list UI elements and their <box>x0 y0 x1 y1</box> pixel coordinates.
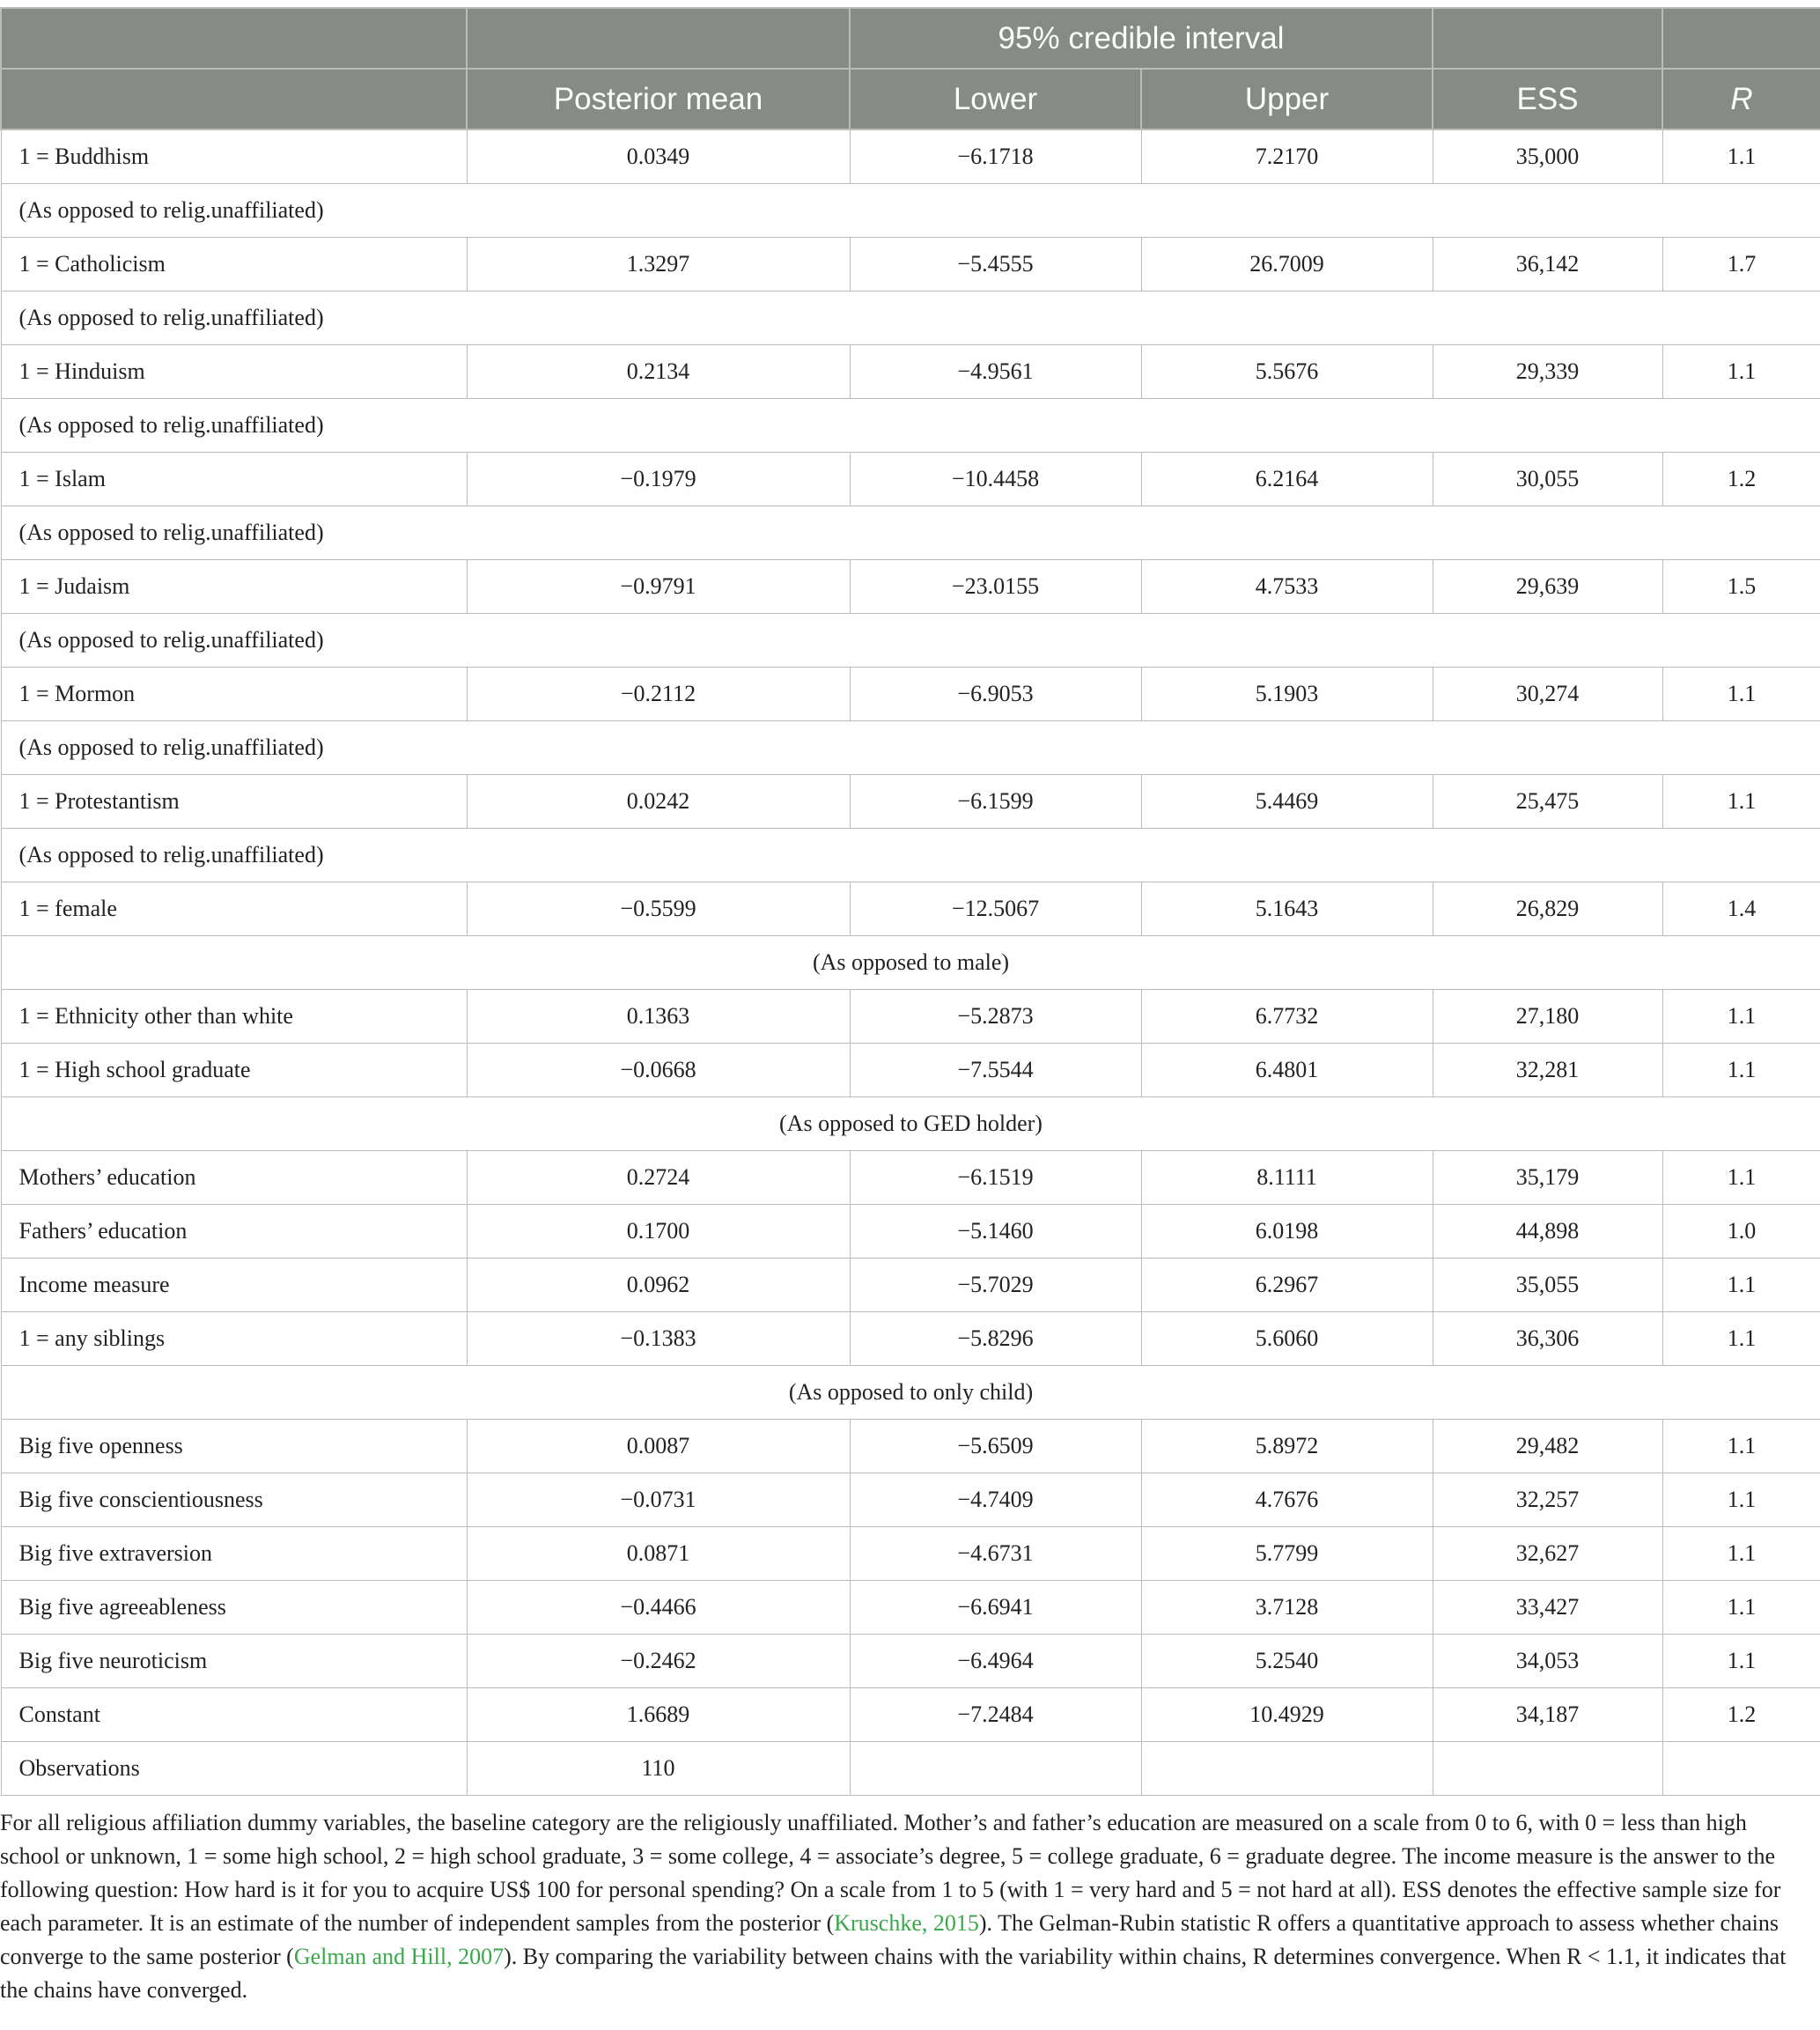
cell-posterior-mean: −0.4466 <box>467 1581 850 1635</box>
header-blank <box>467 8 850 69</box>
footnote-text-2: ). The Gelman-Rubin statistic R offers a quantitative approach to assess whether chains converge to the same posterior ( <box>0 1910 1779 1969</box>
table-note-row <box>1 936 1820 990</box>
cell-variable: 1 = Hinduism <box>1 345 467 399</box>
cell-upper: 3.7128 <box>1141 1581 1433 1635</box>
cell-posterior-mean: −0.5599 <box>467 882 850 936</box>
table-body <box>1 129 1820 1796</box>
cell-upper: 5.4469 <box>1141 775 1433 829</box>
cell-r: 1.7 <box>1662 238 1820 292</box>
cell-ess: 29,482 <box>1433 1420 1662 1473</box>
header-blank <box>1 8 467 69</box>
table-row <box>1 560 1820 614</box>
cell-variable: Big five extraversion <box>1 1527 467 1581</box>
cell-variable: Fathers’ education <box>1 1205 467 1259</box>
header-posterior-mean: Posterior mean <box>467 69 850 129</box>
cell-lower: −6.1599 <box>850 775 1141 829</box>
empty-cell <box>1433 399 1662 453</box>
cell-upper: 7.2170 <box>1141 129 1433 184</box>
cell-variable: 1 = Mormon <box>1 668 467 721</box>
cell-posterior-mean: −0.1979 <box>467 453 850 506</box>
empty-cell <box>1433 614 1662 668</box>
row-note: (As opposed to relig.unaffiliated) <box>1 399 467 453</box>
table-row <box>1 1527 1820 1581</box>
cell-posterior-mean: 0.2724 <box>467 1151 850 1205</box>
cell-ess: 32,281 <box>1433 1044 1662 1097</box>
header-lower: Lower <box>850 69 1141 129</box>
cell-posterior-mean: 110 <box>467 1742 850 1796</box>
empty-cell <box>1662 184 1820 238</box>
row-note: (As opposed to relig.unaffiliated) <box>1 829 467 882</box>
header-row-group <box>1 8 1820 69</box>
empty-cell <box>1141 829 1433 882</box>
cell-upper: 5.1903 <box>1141 668 1433 721</box>
cell-posterior-mean: −0.2462 <box>467 1635 850 1688</box>
row-note: (As opposed to GED holder) <box>1 1097 1820 1151</box>
cell-posterior-mean: 0.0962 <box>467 1259 850 1312</box>
cell-r: 1.1 <box>1662 129 1820 184</box>
row-note: (As opposed to male) <box>1 936 1820 990</box>
footnote-text-3: ). By comparing the variability between chains with the variability within chains, R determines convergence. When R < 1.1, it indicates that the chains have converged. <box>0 1944 1787 2003</box>
empty-cell <box>1662 506 1820 560</box>
cell-ess: 34,053 <box>1433 1635 1662 1688</box>
cell-variable: 1 = Buddhism <box>1 129 467 184</box>
cell-variable: Big five neuroticism <box>1 1635 467 1688</box>
cell-lower: −5.4555 <box>850 238 1141 292</box>
cell-ess: 30,055 <box>1433 453 1662 506</box>
cell-variable: 1 = Ethnicity other than white <box>1 990 467 1044</box>
cell-ess: 35,000 <box>1433 129 1662 184</box>
empty-cell <box>467 614 850 668</box>
cell-ess: 26,829 <box>1433 882 1662 936</box>
cell-lower: −5.2873 <box>850 990 1141 1044</box>
empty-cell <box>1141 721 1433 775</box>
cell-posterior-mean: −0.2112 <box>467 668 850 721</box>
cell-variable: 1 = Islam <box>1 453 467 506</box>
cell-r: 1.1 <box>1662 990 1820 1044</box>
table-row <box>1 345 1820 399</box>
cell-posterior-mean: −0.0731 <box>467 1473 850 1527</box>
cell-upper: 6.4801 <box>1141 1044 1433 1097</box>
cell-posterior-mean: 1.3297 <box>467 238 850 292</box>
table-row <box>1 1688 1820 1742</box>
cell-ess: 35,179 <box>1433 1151 1662 1205</box>
cell-variable: 1 = Judaism <box>1 560 467 614</box>
cell-r: 1.1 <box>1662 1259 1820 1312</box>
table-note-row <box>1 1097 1820 1151</box>
table-note-row <box>1 184 1820 238</box>
table-row <box>1 1151 1820 1205</box>
cell-variable: Constant <box>1 1688 467 1742</box>
empty-cell <box>1662 721 1820 775</box>
cell-variable: 1 = female <box>1 882 467 936</box>
empty-cell <box>467 829 850 882</box>
cell-upper: 5.5676 <box>1141 345 1433 399</box>
empty-cell <box>1141 184 1433 238</box>
cell-upper: 6.2164 <box>1141 453 1433 506</box>
table-row <box>1 668 1820 721</box>
cell-lower: −4.7409 <box>850 1473 1141 1527</box>
header-blank <box>1433 8 1662 69</box>
cell-variable: 1 = Catholicism <box>1 238 467 292</box>
cell-upper: 5.1643 <box>1141 882 1433 936</box>
cell-ess: 30,274 <box>1433 668 1662 721</box>
table-row <box>1 1742 1820 1796</box>
cell-r: 1.1 <box>1662 1044 1820 1097</box>
cell-r: 1.0 <box>1662 1205 1820 1259</box>
table-row <box>1 1420 1820 1473</box>
cell-variable: 1 = High school graduate <box>1 1044 467 1097</box>
cell-lower: −7.2484 <box>850 1688 1141 1742</box>
empty-cell <box>1141 399 1433 453</box>
cell-upper: 5.6060 <box>1141 1312 1433 1366</box>
cell-r: 1.2 <box>1662 453 1820 506</box>
cell-lower: −12.5067 <box>850 882 1141 936</box>
table-note-row <box>1 614 1820 668</box>
cell-lower: −6.4964 <box>850 1635 1141 1688</box>
cell-posterior-mean: −0.0668 <box>467 1044 850 1097</box>
footnote-text-1: For all religious affiliation dummy variables, the baseline category are the religiously unaffiliated. Mother’s and father’s education are measured on a scale from 0 to 6, with 0 = less than high school or unknown, 1 = some high school, 2 = high school graduate, 3 = some college, 4 = associate’s degree, 5 = college graduate, 6 = graduate degree. The income measure is the answer to the following question: How hard is it for you to acquire US$ 100 for personal spending? On a scale from 1 to 5 (with 1 = very hard and 5 = not hard at all). ESS denotes the effective sample size for each parameter. It is an estimate of the number of independent samples from the posterior ( <box>0 1810 1781 1936</box>
empty-cell <box>850 184 1141 238</box>
cell-lower: −6.9053 <box>850 668 1141 721</box>
cell-variable: Income measure <box>1 1259 467 1312</box>
table-row <box>1 1312 1820 1366</box>
cell-ess: 44,898 <box>1433 1205 1662 1259</box>
table-note-row <box>1 721 1820 775</box>
cell-upper: 4.7533 <box>1141 560 1433 614</box>
cell-upper: 5.7799 <box>1141 1527 1433 1581</box>
cell-upper: 6.0198 <box>1141 1205 1433 1259</box>
cell-ess: 29,339 <box>1433 345 1662 399</box>
cell-variable: 1 = Protestantism <box>1 775 467 829</box>
cell-upper: 6.2967 <box>1141 1259 1433 1312</box>
cell-upper: 10.4929 <box>1141 1688 1433 1742</box>
cell-variable: Big five agreeableness <box>1 1581 467 1635</box>
header-row-columns <box>1 69 1820 129</box>
cell-posterior-mean: 0.1363 <box>467 990 850 1044</box>
table-note-row <box>1 292 1820 345</box>
empty-cell <box>850 506 1141 560</box>
cell-r: 1.1 <box>1662 775 1820 829</box>
header-r: R <box>1662 69 1820 129</box>
header-blank <box>1662 8 1820 69</box>
empty-cell <box>1141 506 1433 560</box>
cell-lower: −4.9561 <box>850 345 1141 399</box>
cell-lower: −10.4458 <box>850 453 1141 506</box>
cell-lower <box>850 1742 1141 1796</box>
cell-r: 1.5 <box>1662 560 1820 614</box>
cell-r: 1.1 <box>1662 1635 1820 1688</box>
table-row <box>1 990 1820 1044</box>
cell-r: 1.1 <box>1662 1581 1820 1635</box>
empty-cell <box>850 614 1141 668</box>
empty-cell <box>1662 292 1820 345</box>
cell-r: 1.1 <box>1662 1420 1820 1473</box>
cell-posterior-mean: 1.6689 <box>467 1688 850 1742</box>
row-note: (As opposed to relig.unaffiliated) <box>1 614 467 668</box>
cell-lower: −6.1718 <box>850 129 1141 184</box>
row-note: (As opposed to relig.unaffiliated) <box>1 184 467 238</box>
empty-cell <box>1662 829 1820 882</box>
empty-cell <box>850 829 1141 882</box>
empty-cell <box>1141 292 1433 345</box>
cell-ess <box>1433 1742 1662 1796</box>
cell-r: 1.1 <box>1662 345 1820 399</box>
empty-cell <box>467 399 850 453</box>
cell-r: 1.1 <box>1662 668 1820 721</box>
cell-variable: Mothers’ education <box>1 1151 467 1205</box>
cell-variable: Big five conscientiousness <box>1 1473 467 1527</box>
cell-upper: 5.2540 <box>1141 1635 1433 1688</box>
cell-posterior-mean: 0.0087 <box>467 1420 850 1473</box>
header-credible-interval: 95% credible interval <box>850 8 1433 69</box>
header-variable <box>1 69 467 129</box>
empty-cell <box>467 506 850 560</box>
cell-lower: −6.6941 <box>850 1581 1141 1635</box>
table-footnote <box>0 1796 1820 2007</box>
empty-cell <box>850 292 1141 345</box>
empty-cell <box>467 721 850 775</box>
table-row <box>1 775 1820 829</box>
cell-posterior-mean: −0.1383 <box>467 1312 850 1366</box>
cell-lower: −5.7029 <box>850 1259 1141 1312</box>
cell-ess: 36,142 <box>1433 238 1662 292</box>
empty-cell <box>1433 292 1662 345</box>
cell-upper <box>1141 1742 1433 1796</box>
citation-gelman-hill[interactable]: Gelman and Hill, 2007 <box>293 1944 505 1969</box>
cell-r: 1.1 <box>1662 1312 1820 1366</box>
cell-ess: 32,627 <box>1433 1527 1662 1581</box>
cell-posterior-mean: 0.2134 <box>467 345 850 399</box>
cell-upper: 4.7676 <box>1141 1473 1433 1527</box>
table-row <box>1 129 1820 184</box>
empty-cell <box>1433 506 1662 560</box>
cell-ess: 33,427 <box>1433 1581 1662 1635</box>
cell-ess: 27,180 <box>1433 990 1662 1044</box>
table-note-row <box>1 1366 1820 1420</box>
empty-cell <box>1433 829 1662 882</box>
cell-r: 1.1 <box>1662 1527 1820 1581</box>
cell-lower: −4.6731 <box>850 1527 1141 1581</box>
row-note: (As opposed to relig.unaffiliated) <box>1 292 467 345</box>
cell-r <box>1662 1742 1820 1796</box>
table-row <box>1 882 1820 936</box>
row-note: (As opposed to relig.unaffiliated) <box>1 506 467 560</box>
cell-posterior-mean: 0.0349 <box>467 129 850 184</box>
cell-posterior-mean: 0.1700 <box>467 1205 850 1259</box>
empty-cell <box>1433 721 1662 775</box>
cell-r: 1.1 <box>1662 1473 1820 1527</box>
cell-lower: −5.1460 <box>850 1205 1141 1259</box>
cell-ess: 29,639 <box>1433 560 1662 614</box>
cell-lower: −23.0155 <box>850 560 1141 614</box>
empty-cell <box>467 292 850 345</box>
cell-lower: −7.5544 <box>850 1044 1141 1097</box>
empty-cell <box>1141 614 1433 668</box>
table-row <box>1 453 1820 506</box>
cell-ess: 35,055 <box>1433 1259 1662 1312</box>
table-row <box>1 1205 1820 1259</box>
table-row <box>1 1635 1820 1688</box>
cell-r: 1.4 <box>1662 882 1820 936</box>
row-note: (As opposed to relig.unaffiliated) <box>1 721 467 775</box>
header-upper: Upper <box>1141 69 1433 129</box>
cell-ess: 36,306 <box>1433 1312 1662 1366</box>
cell-lower: −5.8296 <box>850 1312 1141 1366</box>
table-row <box>1 1473 1820 1527</box>
empty-cell <box>1433 184 1662 238</box>
cell-r: 1.2 <box>1662 1688 1820 1742</box>
cell-posterior-mean: 0.0871 <box>467 1527 850 1581</box>
cell-ess: 34,187 <box>1433 1688 1662 1742</box>
cell-ess: 32,257 <box>1433 1473 1662 1527</box>
empty-cell <box>850 721 1141 775</box>
empty-cell <box>467 184 850 238</box>
cell-r: 1.1 <box>1662 1151 1820 1205</box>
header-ess: ESS <box>1433 69 1662 129</box>
citation-kruschke[interactable]: Kruschke, 2015 <box>834 1910 979 1936</box>
cell-lower: −5.6509 <box>850 1420 1141 1473</box>
row-note: (As opposed to only child) <box>1 1366 1820 1420</box>
empty-cell <box>850 399 1141 453</box>
cell-upper: 8.1111 <box>1141 1151 1433 1205</box>
cell-variable: Big five openness <box>1 1420 467 1473</box>
cell-upper: 26.7009 <box>1141 238 1433 292</box>
cell-posterior-mean: −0.9791 <box>467 560 850 614</box>
cell-variable: Observations <box>1 1742 467 1796</box>
table-note-row <box>1 829 1820 882</box>
table-note-row <box>1 399 1820 453</box>
cell-variable: 1 = any siblings <box>1 1312 467 1366</box>
table-row <box>1 238 1820 292</box>
posterior-results-table <box>0 7 1820 1796</box>
cell-upper: 5.8972 <box>1141 1420 1433 1473</box>
table-row <box>1 1259 1820 1312</box>
table-row <box>1 1581 1820 1635</box>
results-table-container <box>0 7 1820 2007</box>
cell-ess: 25,475 <box>1433 775 1662 829</box>
cell-lower: −6.1519 <box>850 1151 1141 1205</box>
cell-upper: 6.7732 <box>1141 990 1433 1044</box>
table-note-row <box>1 506 1820 560</box>
empty-cell <box>1662 614 1820 668</box>
cell-posterior-mean: 0.0242 <box>467 775 850 829</box>
table-row <box>1 1044 1820 1097</box>
empty-cell <box>1662 399 1820 453</box>
